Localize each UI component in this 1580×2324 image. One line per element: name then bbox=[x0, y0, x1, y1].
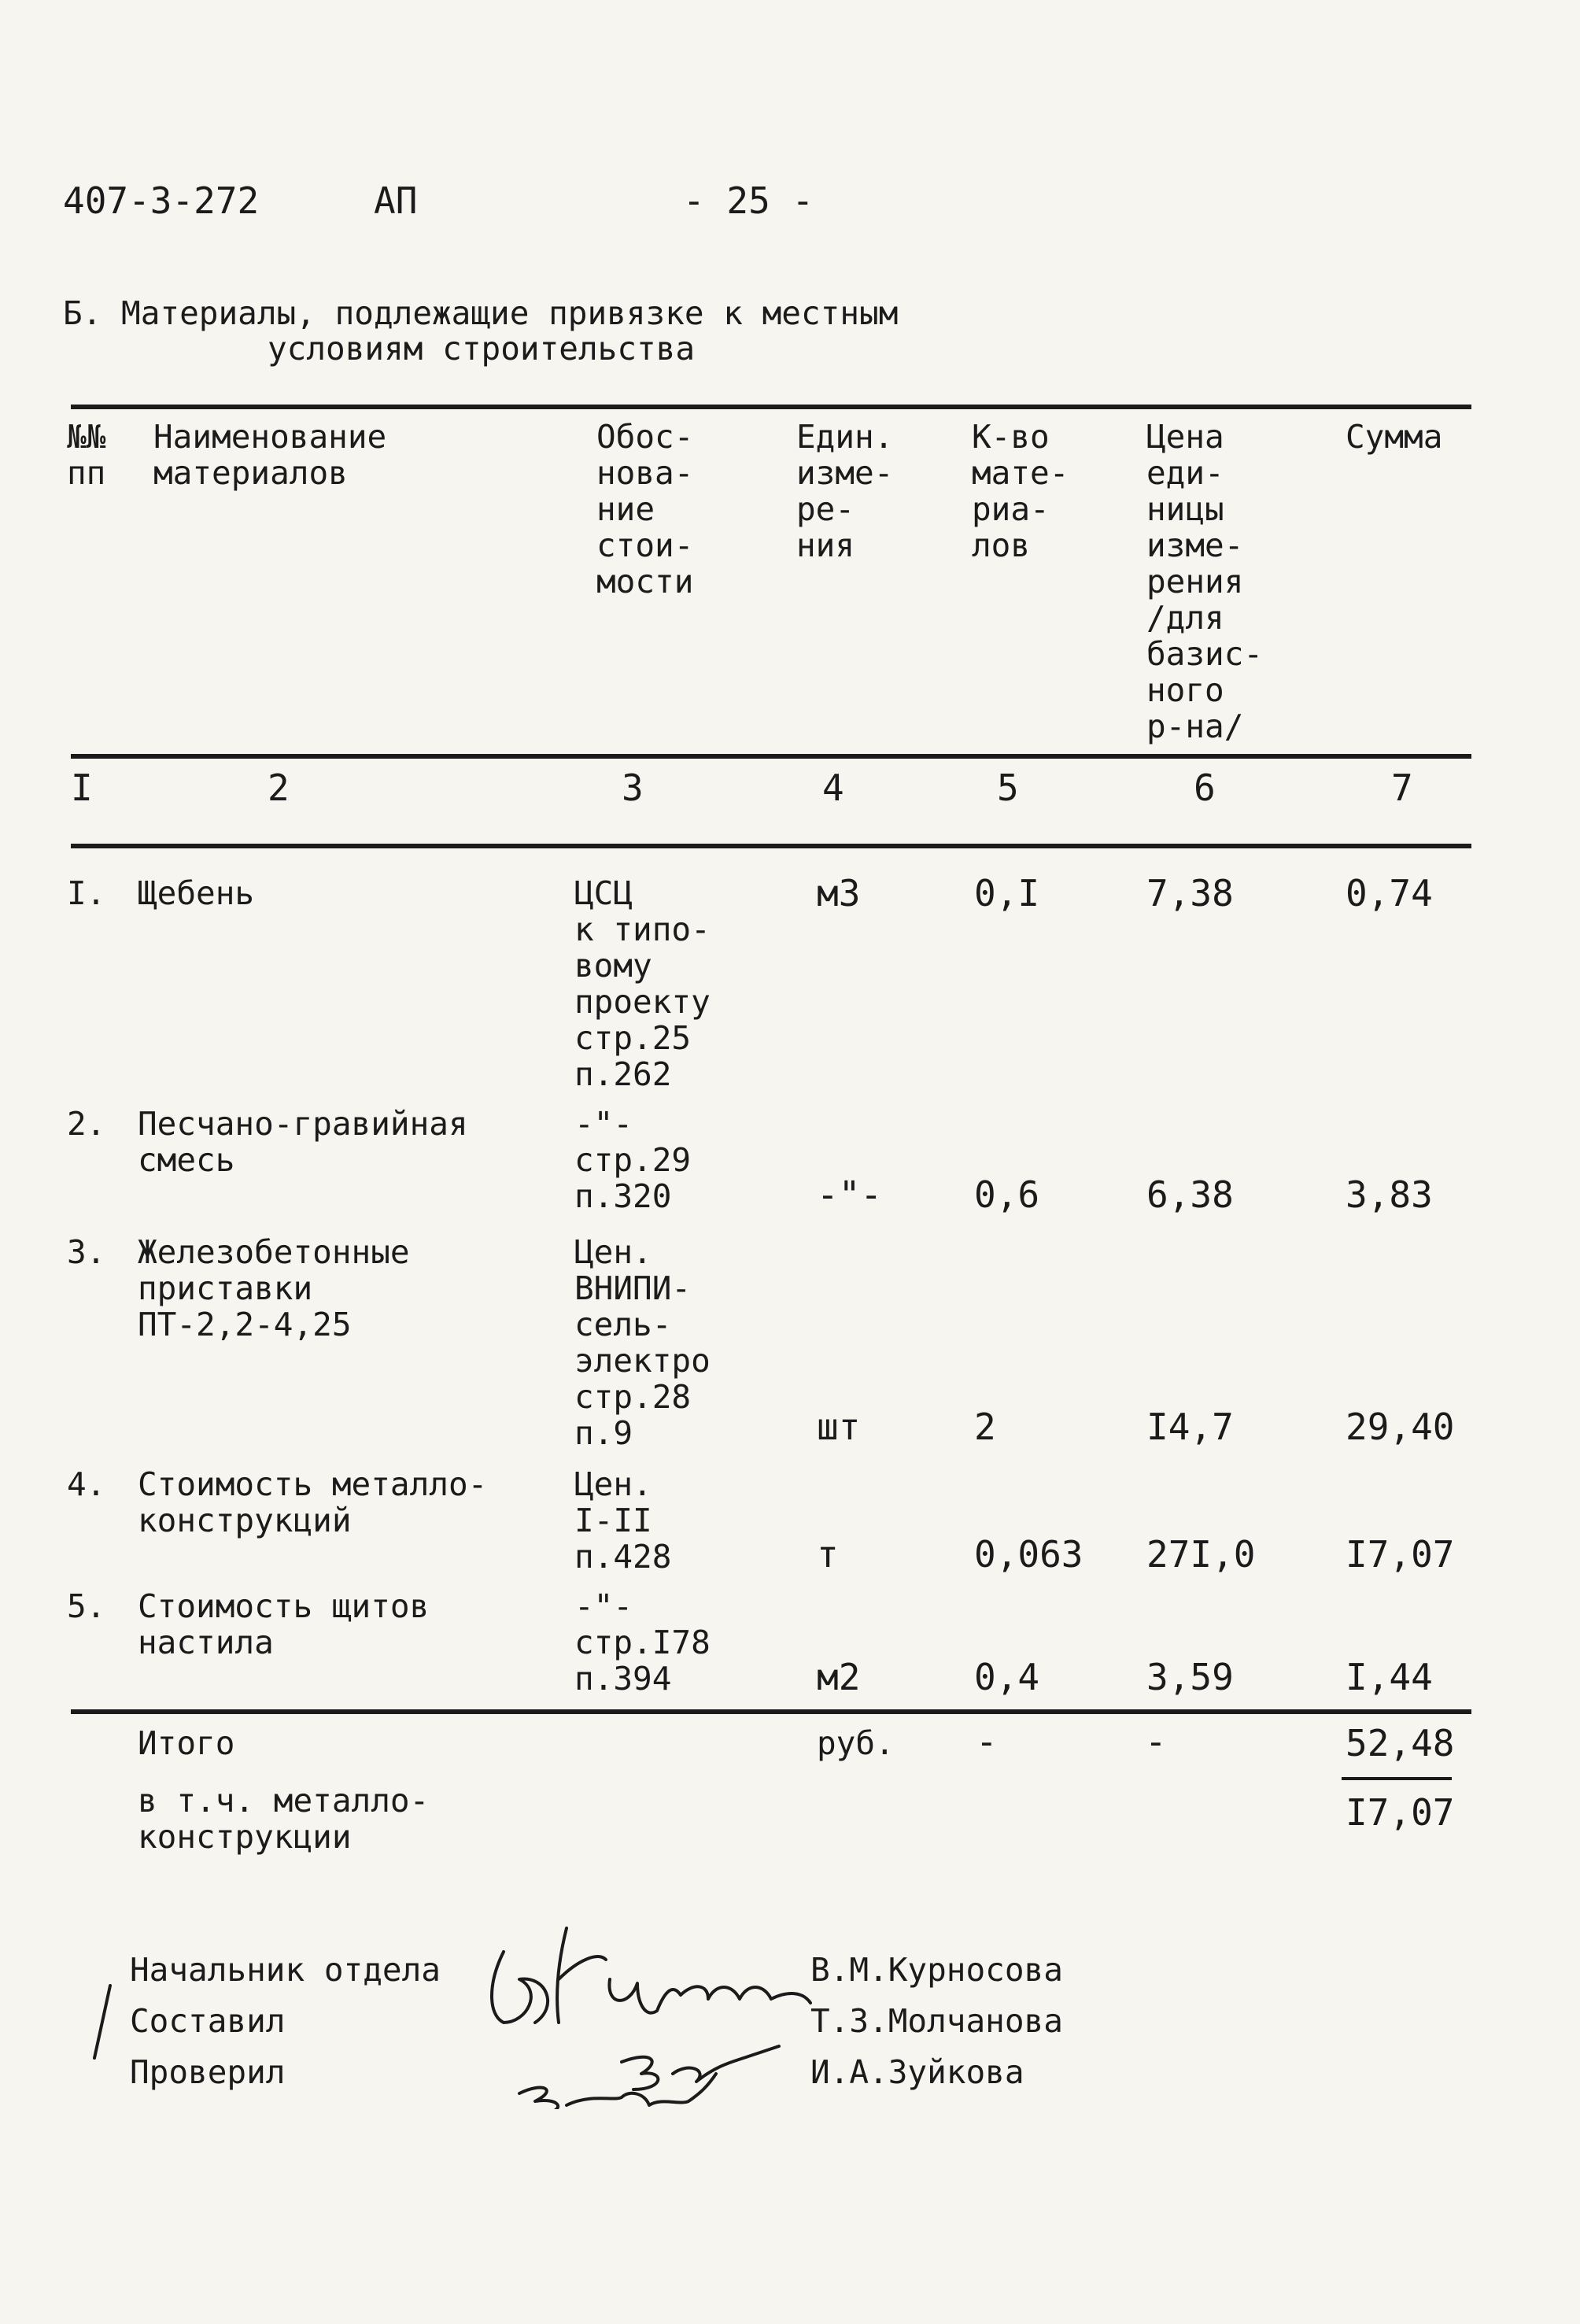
signature-name: И.А.Зуйкова bbox=[810, 2053, 1024, 2091]
row-price: 27I,0 bbox=[1146, 1533, 1256, 1576]
row-number: 5. bbox=[67, 1587, 106, 1625]
row-qty: 2 bbox=[974, 1406, 996, 1448]
handwritten-signature bbox=[472, 1905, 881, 2109]
page-number: - 25 - bbox=[683, 179, 814, 222]
signature-name: В.М.Курносова bbox=[810, 1951, 1063, 1989]
col-number-5: 5 bbox=[997, 767, 1019, 809]
row-name: Щебень bbox=[138, 874, 255, 912]
subtotal-label: в т.ч. металло- конструкции bbox=[138, 1782, 430, 1856]
row-sum: 29,40 bbox=[1346, 1406, 1455, 1448]
signature-name: Т.З.Молчанова bbox=[810, 2002, 1063, 2040]
table-top-rule bbox=[71, 405, 1471, 409]
row-number: 4. bbox=[67, 1465, 106, 1503]
row-price: 7,38 bbox=[1146, 872, 1234, 914]
row-unit: т bbox=[817, 1533, 839, 1576]
row-number: 2. bbox=[67, 1105, 106, 1143]
row-name: Стоимость щитов настила bbox=[138, 1587, 430, 1661]
col-number-3: 3 bbox=[622, 767, 644, 809]
row-price: 6,38 bbox=[1146, 1173, 1234, 1216]
row-price: 3,59 bbox=[1146, 1656, 1234, 1698]
col-header-number: №№ пп bbox=[67, 418, 106, 492]
row-sum: I,44 bbox=[1346, 1656, 1433, 1698]
col-number-6: 6 bbox=[1194, 767, 1216, 809]
row-name: Стоимость металло- конструкций bbox=[138, 1465, 488, 1539]
row-basis: Цен. I-II п.428 bbox=[574, 1465, 672, 1576]
row-name: Железобетонные приставки ПТ-2,2-4,25 bbox=[138, 1233, 410, 1343]
col-header-sum: Сумма bbox=[1346, 418, 1443, 456]
signature-role: Составил bbox=[130, 2002, 286, 2040]
row-basis: ЦСЦ к типо- вому проекту стр.25 п.262 bbox=[574, 874, 711, 1093]
section-code: АП bbox=[374, 179, 418, 222]
signature-role: Начальник отдела bbox=[130, 1951, 441, 1989]
col-header-basis: Обос- нова- ние стои- мости bbox=[596, 418, 694, 600]
col-number-4: 4 bbox=[822, 767, 844, 809]
row-number: I. bbox=[67, 874, 106, 912]
section-title-line2: условиям строительства bbox=[268, 330, 696, 368]
col-header-price: Цена еди- ницы изме- рения /для базис- ного р-на/ bbox=[1146, 418, 1264, 745]
row-unit: м2 bbox=[817, 1656, 861, 1698]
total-sum: 52,48 bbox=[1346, 1722, 1455, 1764]
total-underline bbox=[1342, 1777, 1452, 1780]
total-rule bbox=[71, 1709, 1471, 1714]
row-qty: 0,4 bbox=[974, 1656, 1040, 1698]
row-basis: -"- стр.I78 п.394 bbox=[574, 1587, 711, 1698]
col-number-2: 2 bbox=[268, 767, 290, 809]
row-sum: I7,07 bbox=[1346, 1533, 1455, 1576]
row-basis: Цен. ВНИПИ- сель- электро стр.28 п.9 bbox=[574, 1233, 711, 1452]
total-price: - bbox=[1145, 1720, 1167, 1763]
margin-mark bbox=[87, 1979, 118, 2066]
row-name: Песчано-гравийная смесь bbox=[138, 1105, 468, 1179]
header-bottom-rule bbox=[71, 754, 1471, 759]
signature-role: Проверил bbox=[130, 2053, 286, 2091]
row-unit: м3 bbox=[817, 872, 861, 914]
col-header-qty: К-во мате- риа- лов bbox=[972, 418, 1069, 564]
row-unit: шт bbox=[817, 1406, 861, 1448]
total-unit: руб. bbox=[817, 1724, 895, 1762]
document-code: 407-3-272 bbox=[63, 179, 260, 222]
row-qty: 0,I bbox=[974, 872, 1040, 914]
row-number: 3. bbox=[67, 1233, 106, 1271]
col-header-name: Наименование материалов bbox=[153, 418, 387, 492]
section-title-line1: Б. Материалы, подлежащие привязке к местным bbox=[63, 294, 899, 332]
row-basis: -"- стр.29 п.320 bbox=[574, 1105, 692, 1215]
row-unit: -"- bbox=[817, 1173, 883, 1216]
column-numbers-rule bbox=[71, 844, 1471, 848]
total-label: Итого bbox=[138, 1724, 235, 1762]
total-qty: - bbox=[976, 1720, 998, 1763]
col-number-7: 7 bbox=[1391, 767, 1413, 809]
col-header-unit: Един. изме- ре- ния bbox=[796, 418, 894, 564]
row-sum: 0,74 bbox=[1346, 872, 1433, 914]
col-number-1: I bbox=[71, 767, 93, 809]
row-sum: 3,83 bbox=[1346, 1173, 1433, 1216]
row-qty: 0,6 bbox=[974, 1173, 1040, 1216]
row-price: I4,7 bbox=[1146, 1406, 1234, 1448]
subtotal-sum: I7,07 bbox=[1346, 1791, 1455, 1834]
row-qty: 0,063 bbox=[974, 1533, 1083, 1576]
